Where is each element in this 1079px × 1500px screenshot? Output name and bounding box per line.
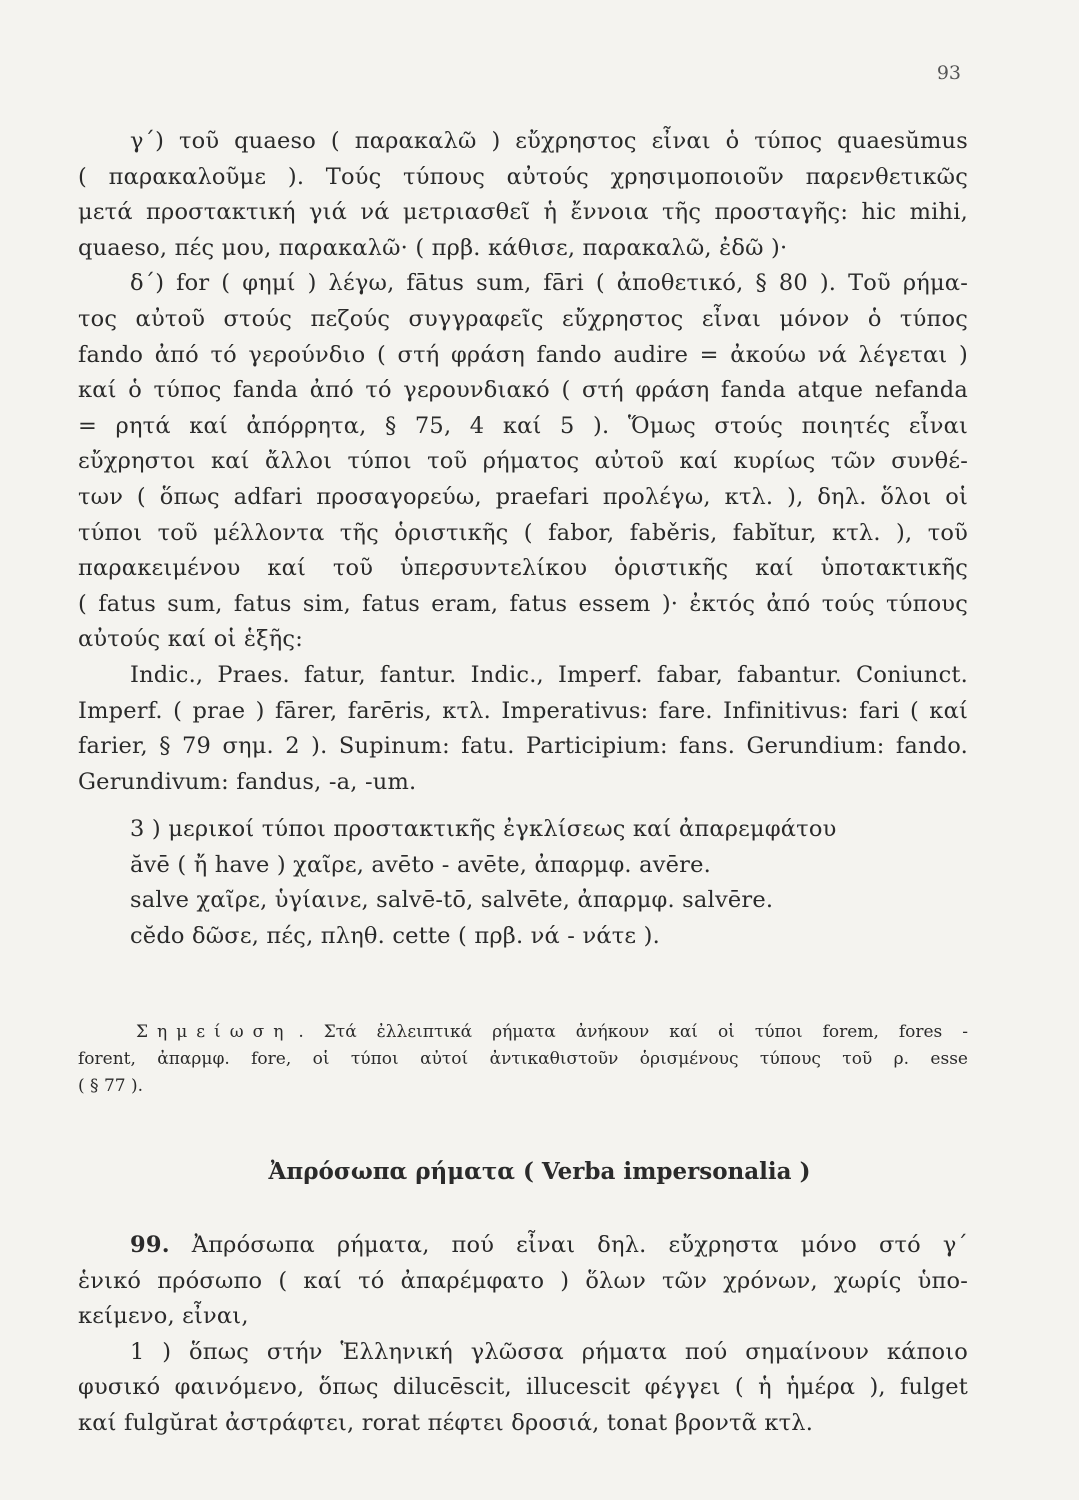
text-line: τύποι τοῦ μέλλοντα τῆς ὁριστικῆς ( fabor, faběris, fabĭtur, κτλ. ), τοῦ [78, 519, 968, 546]
text-line: Gerundivum: fandus, -a, -um. [78, 768, 417, 795]
text-line: παρακειμένου καί τοῦ ὑπερσυντελίκου ὁριστικῆς καί ὑποτακτικῆς [78, 555, 968, 582]
text-line: Imperf. ( prae ) fārer, farēris, κτλ. Imperativus: fare. Infinitivus: fari ( καί [78, 697, 968, 724]
text-line: 1 ) ὅπως στήν Ἑλληνική γλῶσσα ρήματα πού σημαίνουν κάποιο [130, 1338, 968, 1365]
text-line: Indic., Praes. fatur, fantur. Indic., Imperf. fabar, fabantur. Coniunct. [130, 661, 968, 688]
text-line: ( παρακαλοῦμε ). Τούς τύπους αὐτούς χρησιμοποιοῦν παρενθετικῶς [78, 163, 968, 190]
text-line: salve χαῖρε, ὑγίαινε, salvē-tō, salvēte, ἀπαρμφ. salvēre. [130, 887, 774, 914]
text-line: ( fatus sum, fatus sim, fatus eram, fatus essem )· ἐκτός ἀπό τούς τύπους [78, 590, 968, 617]
note-line: forent, ἀπαρμφ. fore, οἱ τύποι αὐτοί ἀντικαθιστοῦν ὁρισμένους τύπους τοῦ ρ. esse [78, 1049, 968, 1069]
note-line: ( § 77 ). [78, 1076, 144, 1096]
text-line: ἑνικό πρόσωπο ( καί τό ἀπαρέμφατο ) ὅλων τῶν χρόνων, χωρίς ὑπο- [78, 1267, 968, 1294]
main-text [78, 124, 968, 955]
text-line: τος αὐτοῦ στούς πεζούς συγγραφεῖς εὔχρηστος εἶναι μόνον ὁ τύπος [78, 305, 968, 332]
text-line: ăvē ( ἤ have ) χαῖρε, avēto - avēte, ἀπαρμφ. avēre. [130, 851, 711, 878]
text-line: γ΄) τοῦ quaeso ( παρακαλῶ ) εὔχρηστος εἶναι ὁ τύπος quaesŭmus [130, 128, 968, 154]
section-99 [78, 1228, 968, 1442]
text-line: των ( ὅπως adfari προσαγορεύω, praefari προλέγω, κτλ. ), δηλ. ὅλοι οἱ [78, 483, 968, 510]
text-line: farier, § 79 σημ. 2 ). Supinum: fatu. Participium: fans. Gerundium: fando. [78, 733, 968, 760]
text-line: καί ὁ τύπος fanda ἀπό τό γερουνδιακό ( στή φράση fanda atque nefanda [78, 377, 968, 404]
text-line: φυσικό φαινόμενο, ὅπως dilucēscit, illucescit φέγγει ( ἡ ἡμέρα ), fulget [78, 1374, 968, 1401]
note-line: . Στά ἐλλειπτικά ρήματα ἀνήκουν καί οἱ τύποι forem, fores - [298, 1022, 968, 1042]
text-line: fando ἀπό τό γερούνδιο ( στή φράση fando audire = ἀκούω νά λέγεται ) [78, 341, 968, 368]
text-line: = ρητά καί ἀπόρρητα, § 75, 4 καί 5 ). Ὅμως στούς ποιητές εἶναι [78, 412, 968, 439]
text-line: αὐτούς καί οἱ ἑξῆς: [78, 626, 303, 653]
text-line: quaeso, πές μου, παρακαλῶ· ( πρβ. κάθισε, παρακαλῶ, ἐδῶ )· [78, 234, 788, 261]
text-line: 3 ) μερικοί τύποι προστακτικῆς ἐγκλίσεως καί ἀπαρεμφάτου [130, 816, 837, 843]
text-line: Ἀπρόσωπα ρήματα, πού εἶναι δηλ. εὔχρηστα μόνο στό γ΄ [191, 1232, 968, 1258]
section-number: 99. [130, 1232, 170, 1258]
text-line: εὔχρηστοι καί ἄλλοι τύποι τοῦ ρήματος αὐτοῦ καί κυρίως τῶν συνθέ- [78, 448, 968, 475]
text-line: μετά προστακτική γιά νά μετριασθεῖ ἡ ἔννοια τῆς προσταγῆς: hic mihi, [78, 199, 968, 226]
text-line: cĕdo δῶσε, πές, πληθ. cette ( πρβ. νά - νάτε ). [130, 923, 660, 950]
section-heading: Ἀπρόσωπα ρήματα ( Verba impersonalia ) [268, 1158, 811, 1185]
note-label: Σημείωση [136, 1022, 293, 1042]
text-line: καί fulgŭrat ἀστράφτει, rorat πέφτει δροσιά, tonat βροντᾶ κτλ. [78, 1409, 814, 1436]
text-line: κείμενο, εἶναι, [78, 1303, 249, 1330]
note-block [78, 1019, 968, 1100]
page-number: 93 [936, 62, 961, 84]
text-line: δ΄) for ( φημί ) λέγω, fātus sum, fāri ( ἀποθετικό, § 80 ). Τοῦ ρήμα- [130, 270, 968, 297]
